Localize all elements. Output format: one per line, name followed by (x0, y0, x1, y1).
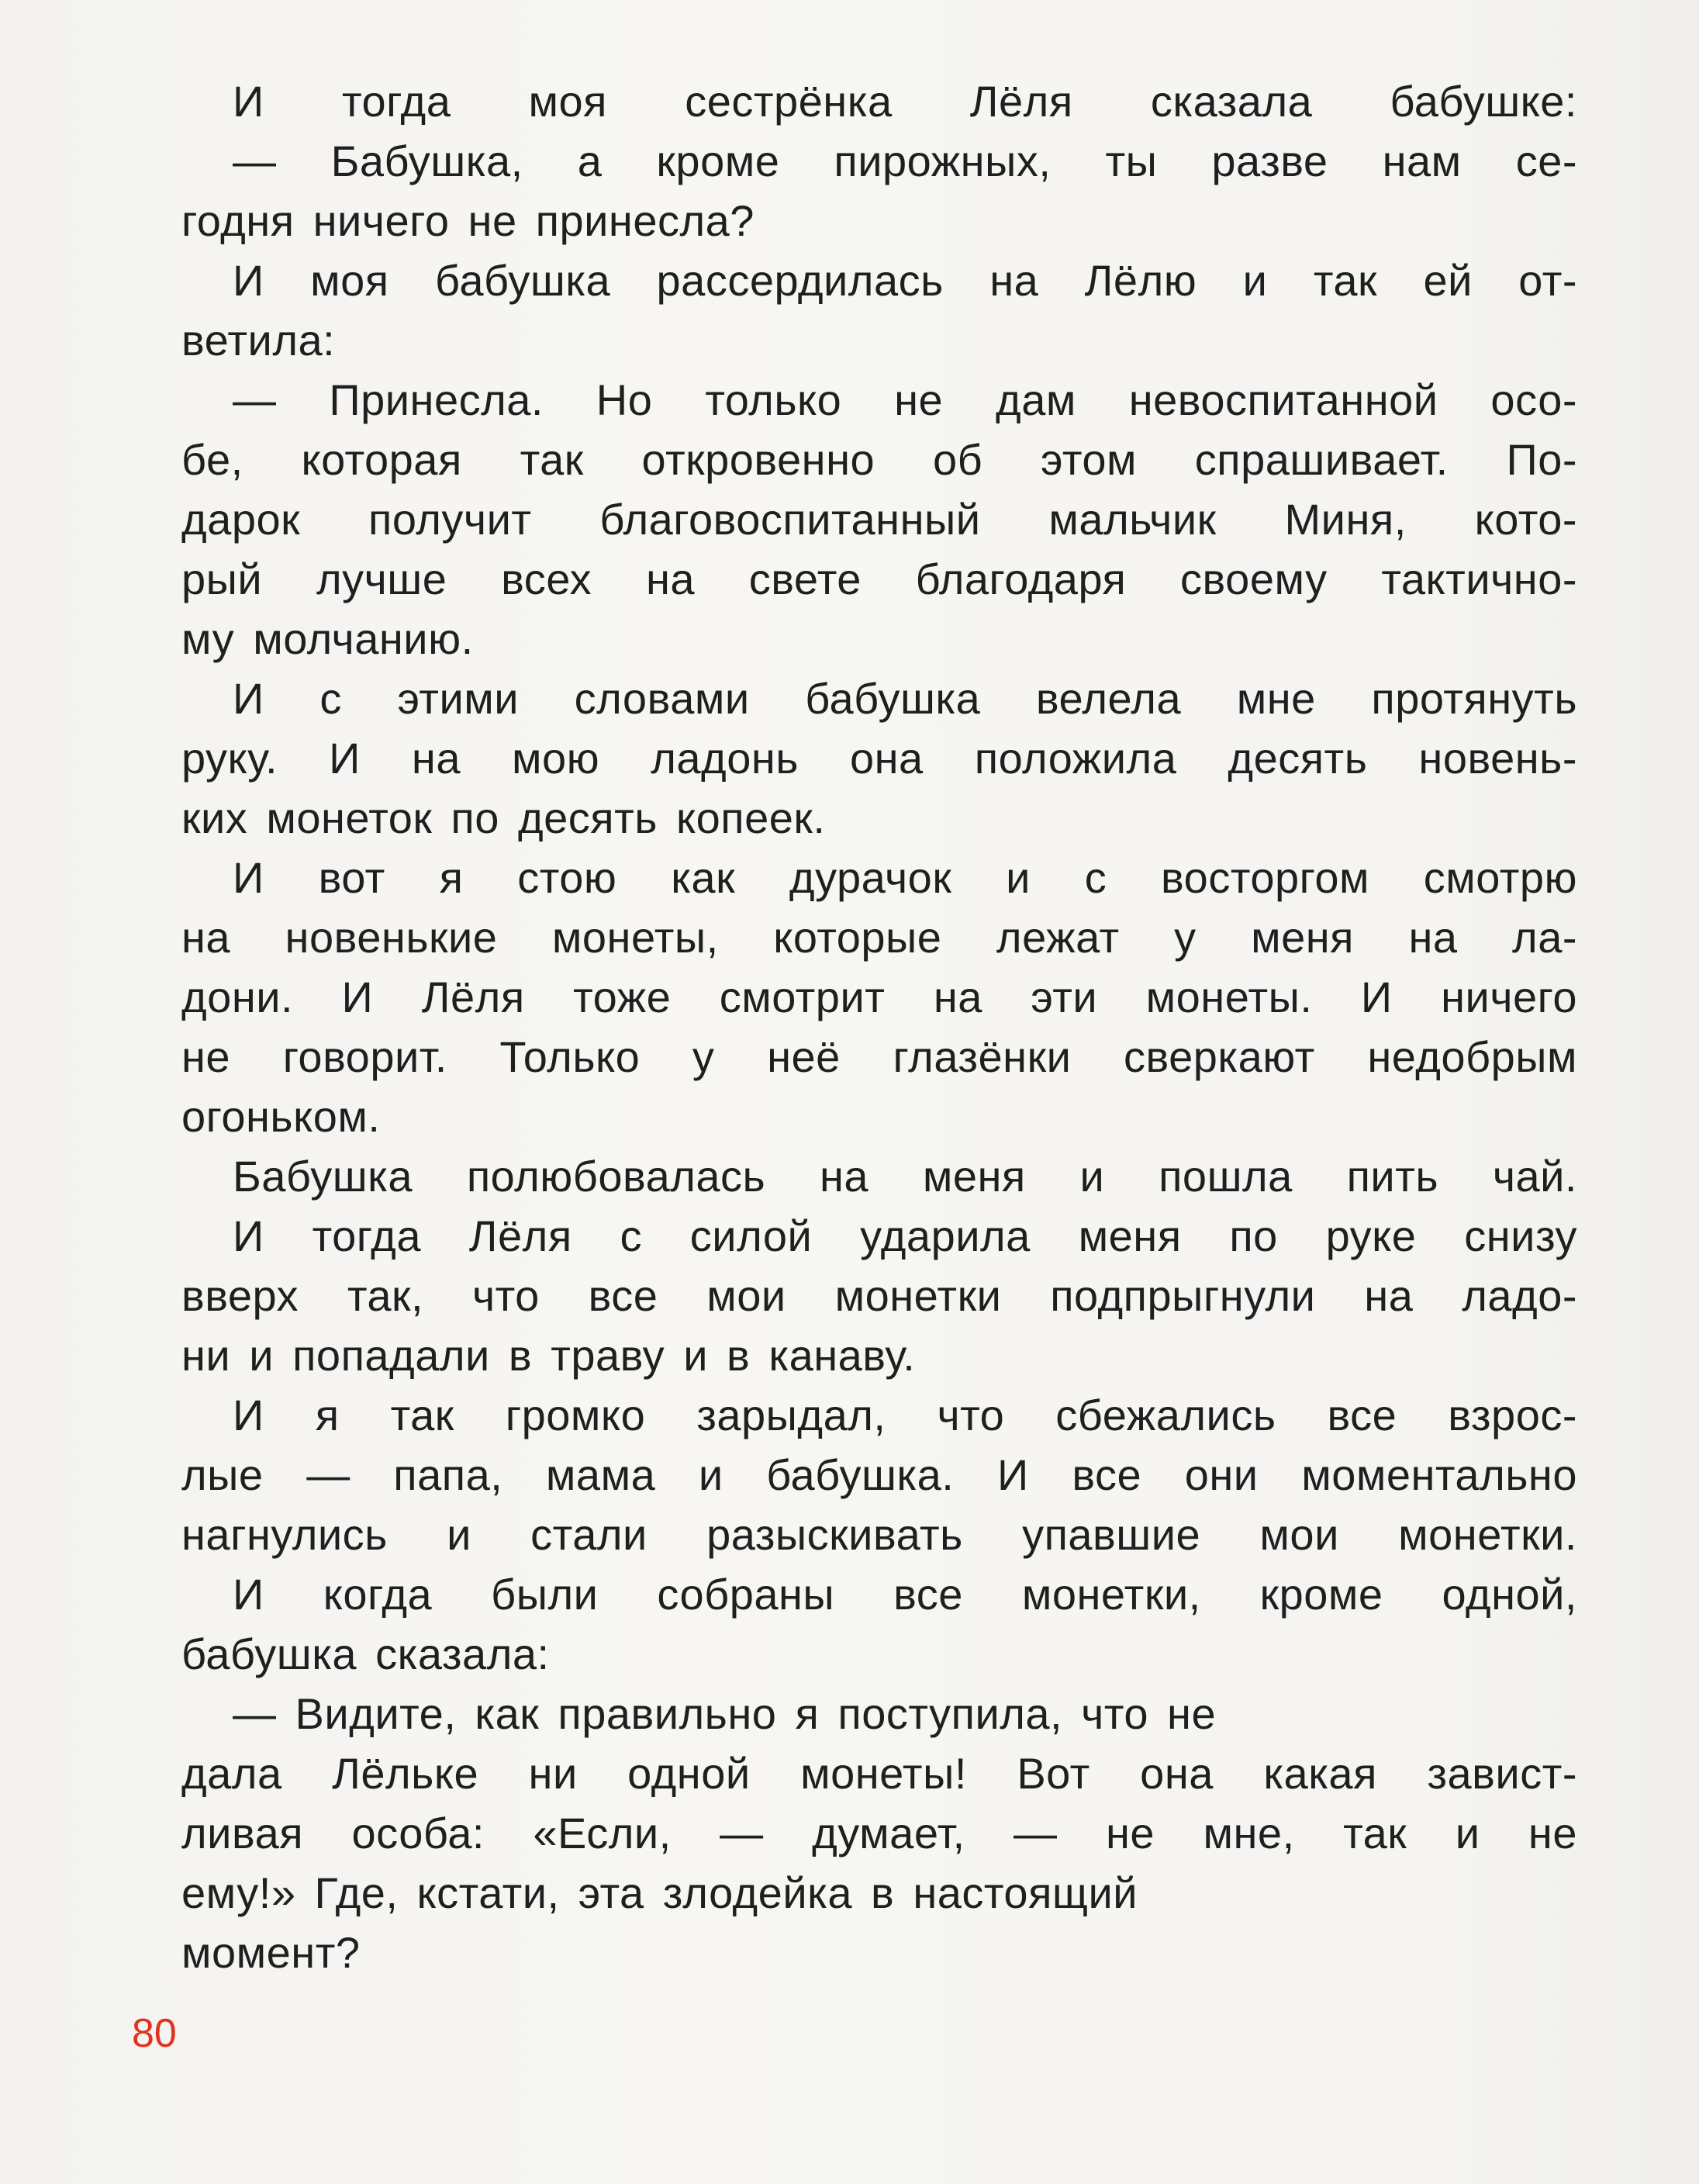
text-line: не говорит. Только у неё глазёнки сверкают недобрым (181, 1032, 1577, 1081)
text-line: нагнулись и стали разыскивать упавшие мои монетки. (181, 1510, 1577, 1559)
text-line: дони. И Лёля тоже смотрит на эти монеты. И ничего (181, 973, 1577, 1021)
text-line: И вот я стою как дурачок и с восторгом смотрю (233, 853, 1577, 902)
text-line: руку. И на мою ладонь она положила десять новень- (181, 734, 1577, 783)
text-line: И тогда моя сестрёнка Лёля сказала бабушке: (233, 77, 1577, 126)
text-line: огоньком. (181, 1092, 381, 1141)
text-line: ветила: (181, 316, 336, 365)
text-line: ливая особа: «Если, — думает, — не мне, так и не (181, 1809, 1577, 1857)
text-line: вверх так, что все мои монетки подпрыгнули на ладо- (181, 1271, 1577, 1320)
text-line: бе, которая так откровенно об этом спрашивает. По- (181, 435, 1577, 484)
text-line: ких монеток по десять копеек. (181, 793, 826, 842)
text-line: бабушка сказала: (181, 1629, 550, 1678)
text-line: лые — папа, мама и бабушка. И все они моментально (181, 1450, 1577, 1499)
text-line: — Видите, как правильно я поступила, что не (233, 1689, 1217, 1738)
text-line: на новенькие монеты, которые лежат у меня на ла- (181, 913, 1577, 962)
text-line: ему!» Где, кстати, эта злодейка в настоящий (181, 1868, 1138, 1917)
text-line: Бабушка полюбовалась на меня и пошла пить чай. (233, 1152, 1577, 1201)
text-line: момент? (181, 1928, 361, 1977)
text-line: И с этими словами бабушка велела мне протянуть (233, 674, 1577, 723)
text-line: И я так громко зарыдал, что сбежались все взрос- (233, 1391, 1577, 1439)
text-line: — Принесла. Но только не дам невоспитанной осо- (233, 375, 1577, 424)
text-line: дала Лёльке ни одной монеты! Вот она какая завист- (181, 1749, 1577, 1798)
text-line: И моя бабушка рассердилась на Лёлю и так ей от- (233, 256, 1577, 305)
text-line: И когда были собраны все монетки, кроме одной, (233, 1570, 1577, 1619)
text-line: му молчанию. (181, 614, 474, 663)
text-line: дарок получит благовоспитанный мальчик Миня, кото- (181, 495, 1577, 544)
text-line: ни и попадали в траву и в канаву. (181, 1331, 916, 1380)
text-line: рый лучше всех на свете благодаря своему тактично- (181, 555, 1577, 603)
text-line: годня ничего не принесла? (181, 196, 755, 245)
text-line: И тогда Лёля с силой ударила меня по руке снизу (233, 1211, 1577, 1260)
story-text (181, 71, 1577, 1982)
text-line: — Бабушка, а кроме пирожных, ты разве нам се- (233, 136, 1577, 185)
page-number: 80 (132, 2011, 177, 2056)
